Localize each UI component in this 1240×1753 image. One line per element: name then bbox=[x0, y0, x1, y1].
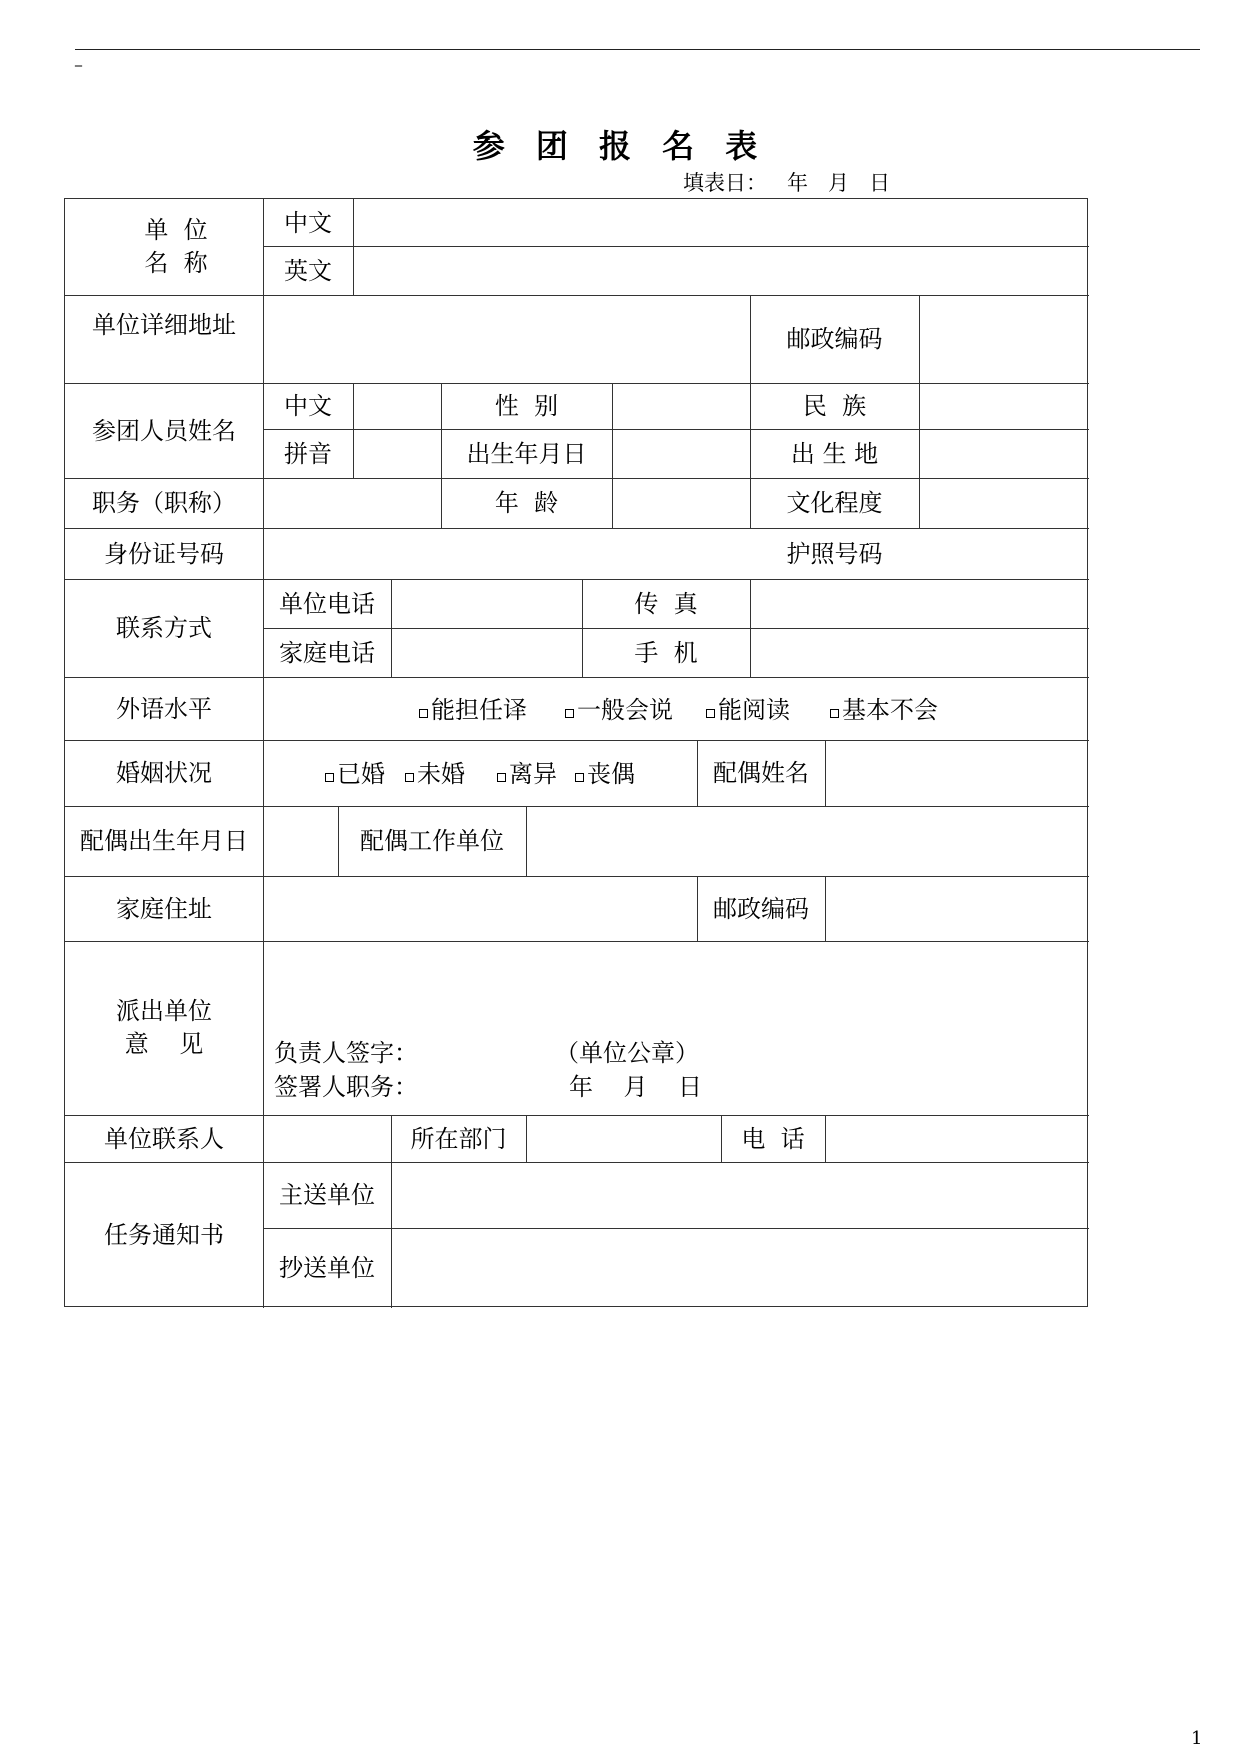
language-option-1[interactable] bbox=[419, 693, 527, 727]
position-field[interactable] bbox=[263, 478, 441, 528]
language-option-label: 一般会说 bbox=[577, 696, 673, 724]
language-option-label: 能阅读 bbox=[718, 696, 790, 724]
marital-option-2[interactable] bbox=[405, 757, 465, 791]
spouse-work-field[interactable] bbox=[526, 806, 1089, 876]
birth-date-label: 出生年月日 bbox=[466, 439, 587, 468]
gender-label: 性 别 bbox=[494, 392, 559, 420]
dispatch-opinion-label: 派出单位 意 见 bbox=[116, 997, 212, 1058]
spouse-name-field[interactable] bbox=[825, 740, 1089, 806]
birth-date-field[interactable] bbox=[612, 429, 750, 478]
postcode-field[interactable] bbox=[919, 295, 1089, 383]
department-label: 所在部门 bbox=[410, 1124, 507, 1153]
checkbox-icon[interactable] bbox=[497, 773, 506, 782]
fax-field[interactable] bbox=[750, 579, 1089, 628]
checkbox-icon[interactable] bbox=[830, 709, 839, 718]
marital-option-label: 丧偶 bbox=[587, 760, 635, 788]
spouse-birth-label: 配偶出生年月日 bbox=[80, 827, 248, 855]
home-phone-field[interactable] bbox=[391, 628, 582, 677]
main-recipient-field[interactable] bbox=[391, 1162, 1089, 1228]
language-option-4[interactable] bbox=[830, 693, 938, 727]
language-option-3[interactable] bbox=[706, 693, 790, 727]
office-phone-label: 单位电话 bbox=[279, 589, 375, 618]
signer-title-label: 签署人职务： bbox=[274, 1073, 418, 1101]
marital-status-label: 婚姻状况 bbox=[116, 759, 212, 787]
passport-number-label: 护照号码 bbox=[786, 539, 883, 568]
member-name-chinese-label: 中文 bbox=[284, 392, 332, 420]
unit-address-label: 单位详细地址 bbox=[92, 311, 236, 339]
member-name-chinese-field[interactable] bbox=[353, 383, 441, 429]
marital-option-4[interactable] bbox=[575, 757, 635, 791]
home-phone-label: 家庭电话 bbox=[279, 638, 375, 667]
pinyin-label: 拼音 bbox=[284, 439, 332, 468]
spouse-name-label: 配偶姓名 bbox=[713, 759, 809, 787]
id-number-field[interactable] bbox=[263, 528, 750, 579]
form-title: 参 团 报 名 表 bbox=[472, 127, 768, 165]
seal-label: （单位公章） bbox=[555, 1039, 699, 1067]
task-notice-label: 任务通知书 bbox=[104, 1221, 224, 1249]
home-postcode-field[interactable] bbox=[825, 876, 1089, 941]
page-number: 1 bbox=[1191, 1728, 1203, 1749]
header-mark: _ bbox=[75, 51, 82, 67]
unit-contact-field[interactable] bbox=[263, 1115, 391, 1162]
registration-form bbox=[64, 198, 1088, 1307]
phone-label: 电 话 bbox=[741, 1124, 805, 1153]
fill-date: 填表日： 年 月 日 bbox=[683, 171, 891, 195]
member-name-label: 参团人员姓名 bbox=[92, 416, 236, 445]
cc-recipient-field[interactable] bbox=[391, 1228, 1089, 1308]
education-field[interactable] bbox=[919, 478, 1089, 528]
unit-name-chinese-label: 中文 bbox=[284, 208, 332, 237]
checkbox-icon[interactable] bbox=[575, 773, 584, 782]
unit-name-english-label: 英文 bbox=[284, 256, 332, 285]
sign-date: 年 月 日 bbox=[569, 1073, 703, 1101]
marital-option-3[interactable] bbox=[497, 757, 557, 791]
signer-label: 负责人签字： bbox=[274, 1039, 418, 1067]
mobile-field[interactable] bbox=[750, 628, 1089, 677]
top-rule bbox=[75, 49, 1200, 50]
passport-number-field[interactable] bbox=[919, 528, 1089, 579]
age-label: 年 龄 bbox=[494, 489, 559, 517]
office-phone-field[interactable] bbox=[391, 579, 582, 628]
birthplace-field[interactable] bbox=[919, 429, 1089, 478]
language-option-label: 基本不会 bbox=[842, 696, 938, 724]
postcode-label: 邮政编码 bbox=[786, 325, 883, 353]
home-address-label: 家庭住址 bbox=[116, 894, 212, 923]
department-field[interactable] bbox=[526, 1115, 721, 1162]
spouse-work-label: 配偶工作单位 bbox=[360, 827, 504, 855]
marital-option-label: 离异 bbox=[509, 760, 557, 788]
checkbox-icon[interactable] bbox=[565, 709, 574, 718]
education-label: 文化程度 bbox=[786, 489, 883, 517]
checkbox-icon[interactable] bbox=[419, 709, 428, 718]
home-postcode-label: 邮政编码 bbox=[713, 894, 809, 923]
marital-option-label: 未婚 bbox=[417, 760, 465, 788]
ethnicity-field[interactable] bbox=[919, 383, 1089, 429]
language-option-2[interactable] bbox=[565, 693, 673, 727]
position-label: 职务（职称） bbox=[92, 489, 236, 517]
spouse-birth-field[interactable] bbox=[263, 806, 338, 876]
main-recipient-label: 主送单位 bbox=[279, 1181, 375, 1209]
pinyin-field[interactable] bbox=[353, 429, 441, 478]
marital-option-1[interactable] bbox=[325, 757, 385, 791]
unit-name-label: 单 位 名 称 bbox=[144, 216, 208, 277]
age-field[interactable] bbox=[612, 478, 750, 528]
mobile-label: 手 机 bbox=[634, 638, 698, 667]
contact-label: 联系方式 bbox=[116, 614, 212, 642]
checkbox-icon[interactable] bbox=[405, 773, 414, 782]
fax-label: 传 真 bbox=[634, 589, 698, 618]
id-number-label: 身份证号码 bbox=[104, 539, 224, 568]
gender-field[interactable] bbox=[612, 383, 750, 429]
unit-name-english-field[interactable] bbox=[353, 246, 1089, 295]
language-level-label: 外语水平 bbox=[116, 694, 212, 723]
unit-address-field[interactable] bbox=[263, 295, 750, 383]
phone-field[interactable] bbox=[825, 1115, 1089, 1162]
home-address-field[interactable] bbox=[263, 876, 697, 941]
cc-recipient-label: 抄送单位 bbox=[279, 1254, 375, 1282]
language-option-label: 能担任译 bbox=[431, 696, 527, 724]
ethnicity-label: 民 族 bbox=[802, 392, 867, 420]
unit-name-chinese-field[interactable] bbox=[353, 199, 1089, 246]
birthplace-label: 出 生 地 bbox=[790, 439, 879, 468]
checkbox-icon[interactable] bbox=[325, 773, 334, 782]
checkbox-icon[interactable] bbox=[706, 709, 715, 718]
unit-contact-label: 单位联系人 bbox=[104, 1124, 224, 1153]
marital-option-label: 已婚 bbox=[337, 760, 385, 788]
